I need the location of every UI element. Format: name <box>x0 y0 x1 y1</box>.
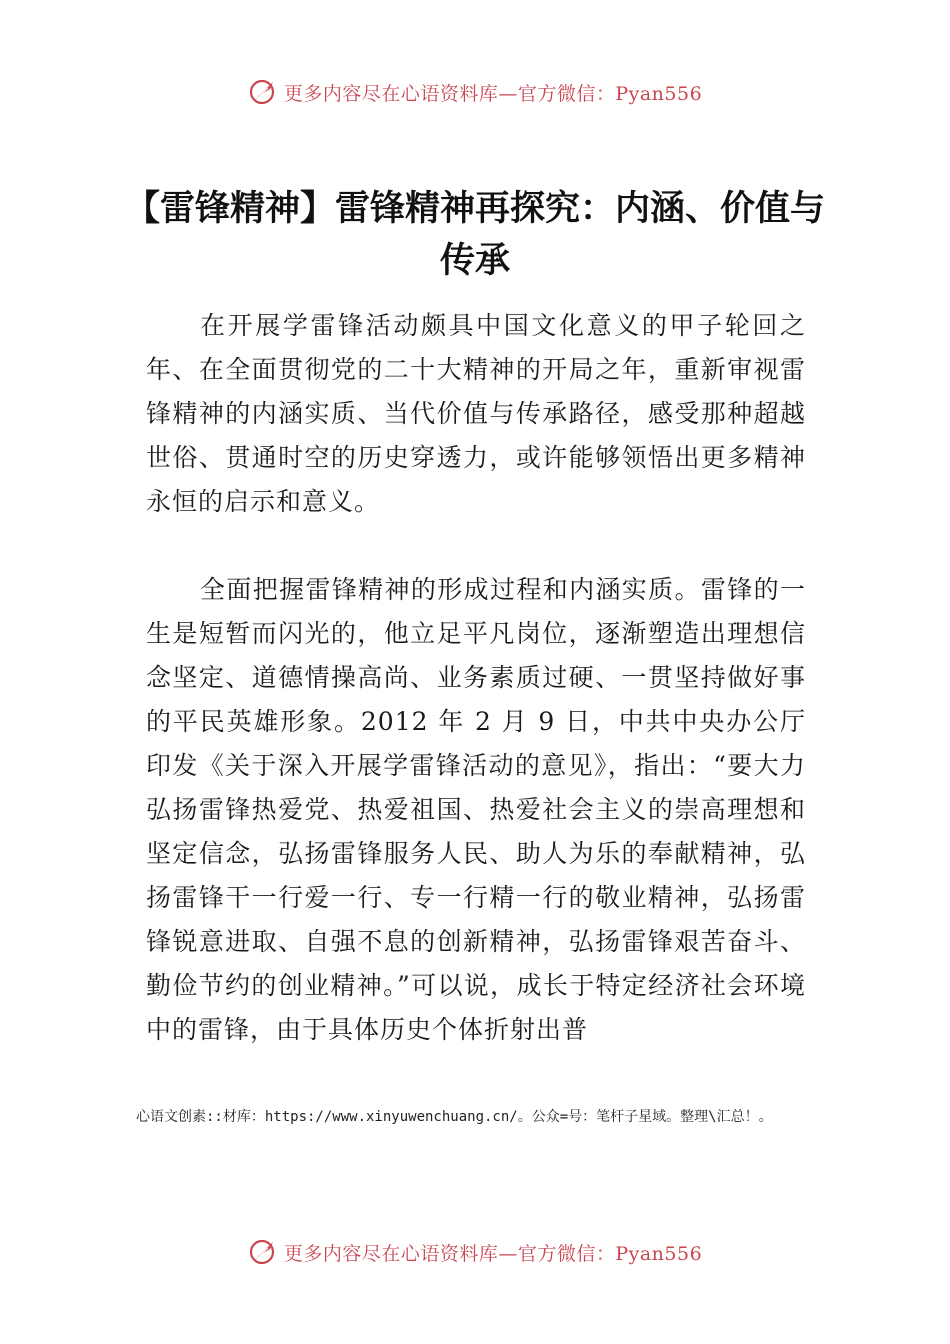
source-note: 心语文创素::材库：https://www.xinyuwenchuang.cn/。公众=号：笔杆子星域。整理\汇总！。 <box>136 1109 773 1125</box>
footer-banner <box>0 1230 950 1274</box>
header-banner <box>0 70 950 114</box>
quill-circle-logo-icon <box>248 77 278 107</box>
paragraph-2: 全面把握雷锋精神的形成过程和内涵实质。雷锋的一生是短暂而闪光的，他立足平凡岗位，逐渐塑造出理想信念坚定、道德情操高尚、业务素质过硬、一贯坚持做好事的平民英雄形象。2012 年 2 月 9 日，中共中央办公厅印发《关于深入开展学雷锋活动的意见》，指出：“要大力弘扬雷锋热爱党、热爱祖国、热爱社会主义的崇高理想和坚定信念，弘扬雷锋服务人民、助人为乐的奉献精神，弘扬雷锋干一行爱一行、专一行精一行的敬业精神，弘扬雷锋锐意进取、自强不息的创新精神，弘扬雷锋艰苦奋斗、勤俭节约的创业精神。”可以说，成长于特定经济社会环境中的雷锋，由于具体历史个体折射出普 <box>146 575 806 1044</box>
document-title: 【雷锋精神】雷锋精神再探究：内涵、价值与传承 <box>124 189 825 282</box>
footer-banner-text: 更多内容尽在心语资料库—官方微信：Pyan556 <box>283 1242 703 1265</box>
header-banner-text: 更多内容尽在心语资料库—官方微信：Pyan556 <box>283 82 703 105</box>
paragraph-1: 在开展学雷锋活动颇具中国文化意义的甲子轮回之年、在全面贯彻党的二十大精神的开局之年，重新审视雷锋精神的内涵实质、当代价值与传承路径，感受那种超越世俗、贯通时空的历史穿透力，或许能够领悟出更多精神永恒的启示和意义。 <box>146 311 806 516</box>
quill-circle-logo-icon <box>248 1237 278 1267</box>
